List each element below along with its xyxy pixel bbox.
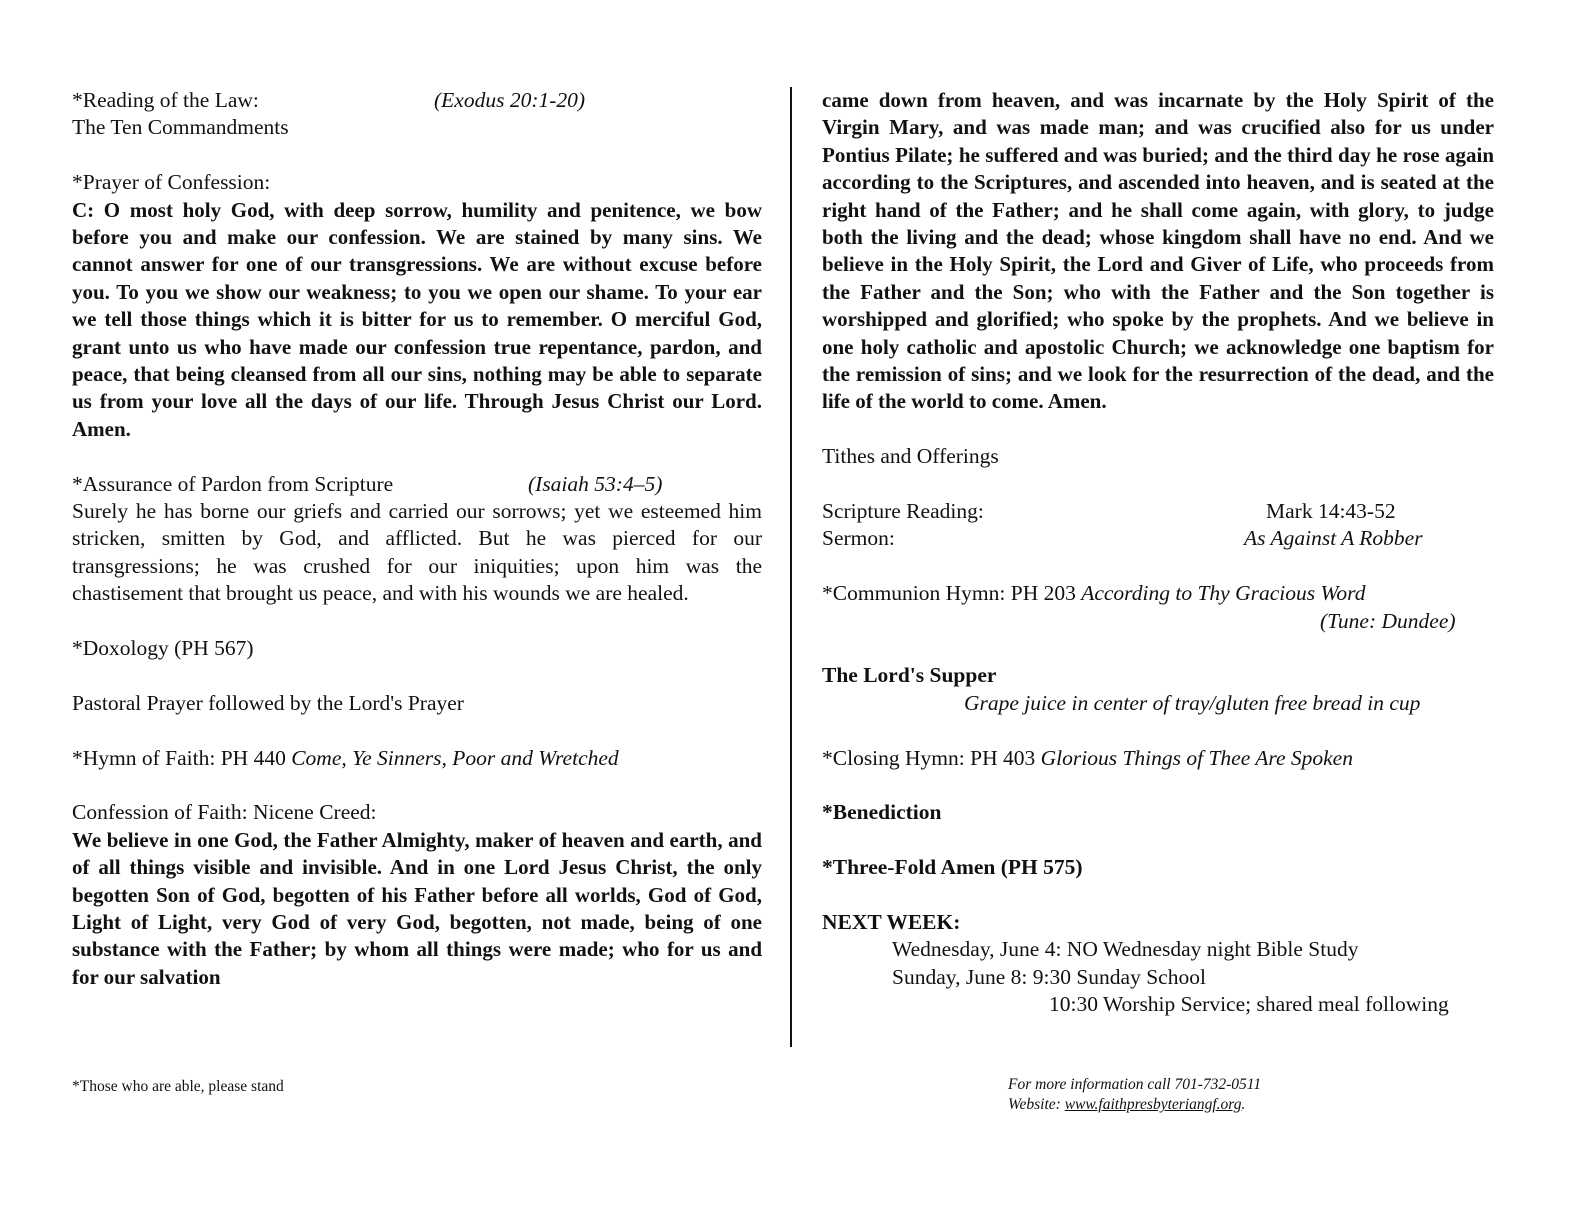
law-heading-row (72, 87, 762, 114)
next-week-heading: NEXT WEEK: (822, 910, 961, 935)
assurance-heading-row (72, 471, 762, 498)
hymn-of-faith (72, 745, 762, 772)
closing-hymn-title: Glorious Things of Thee Are Spoken (1040, 745, 1353, 770)
website-label: Website: (1008, 1096, 1065, 1113)
column-divider (790, 87, 792, 1047)
benediction: *Benediction (822, 800, 942, 825)
law-reference: (Exodus 20:1-20) (434, 88, 586, 112)
assurance-heading: *Assurance of Pardon from Scripture (72, 471, 394, 496)
standing-footnote: *Those who are able, please stand (72, 1078, 284, 1095)
doxology: *Doxology (PH 567) (72, 636, 254, 661)
assurance-reference: (Isaiah 53:4–5) (528, 471, 663, 496)
law-subtitle: The Ten Commandments (72, 115, 289, 140)
lords-supper-note: Grape juice in center of tray/gluten free bread in cup (964, 690, 1421, 715)
communion-hymn (822, 580, 1522, 607)
scripture-reference: Mark 14:43-52 (1266, 499, 1396, 524)
website-link[interactable]: www.faithpresbyteriangf.org (1064, 1096, 1242, 1113)
creed-text-part-2: came down from heaven, and was incarnate by the Holy Spirit of the Virgin Mary, and was made man; and was crucified also for us under Pontius Pilate; he suffered and was buried; and the third day he rose again according to the Scriptures, and ascended into heaven, and is seated at the right hand of the Father; and he shall come again, with glory, to judge both the living and the dead; whose kingdom shall have no end. And we believe in the Holy Spirit, the Lord and Giver of Life, who proceeds from the Father and the Son; who with the Father and the Son together is worshipped and glorified; who spoke by the prophets. And we believe in one holy catholic and apostolic Church; we acknowledge one baptism for the remission of sins; and we look for the resurrection of the dead, and the life of the world to come. Amen. (822, 88, 1494, 414)
sermon-label: Sermon: (822, 526, 895, 551)
assurance-text: Surely he has borne our griefs and carried our sorrows; yet we esteemed him stricken, smitten by God, and afflicted. But he was pierced for our transgressions; he was crushed for our iniquities; upon him was the chastisement that brought us peace, and with his wounds we are healed. (72, 499, 762, 606)
communion-hymn-label: *Communion Hymn: PH 203 (822, 581, 1082, 606)
left-column (72, 87, 762, 991)
communion-hymn-title: According to Thy Gracious Word (1081, 581, 1366, 606)
communion-tune: (Tune: Dundee) (1320, 608, 1456, 633)
next-week-event-sunday: Sunday, June 8: 9:30 Sunday School (892, 964, 1206, 989)
next-week-event-worship: 10:30 Worship Service; shared meal following (1049, 992, 1449, 1017)
creed-heading: Confession of Faith: Nicene Creed: (72, 800, 377, 825)
right-column (822, 87, 1522, 1019)
lords-supper-heading: The Lord's Supper (822, 663, 997, 688)
sermon-row (822, 525, 1522, 552)
website-line (1008, 1095, 1261, 1115)
sermon-title: As Against A Robber (1244, 526, 1423, 551)
next-week-event-wednesday: Wednesday, June 4: NO Wednesday night Bible Study (892, 937, 1359, 962)
scripture-label: Scripture Reading: (822, 499, 984, 524)
phone-info: For more information call 701-732-0511 (1008, 1076, 1262, 1093)
hymn-of-faith-title: Come, Ye Sinners, Poor and Wretched (291, 745, 619, 770)
communion-tune-row (822, 608, 1522, 635)
law-heading: *Reading of the Law: (72, 88, 259, 112)
scripture-reading-row (822, 498, 1522, 525)
pastoral-prayer: Pastoral Prayer followed by the Lord's Prayer (72, 690, 464, 715)
confession-heading: *Prayer of Confession: (72, 170, 271, 195)
creed-text-part-1: We believe in one God, the Father Almighty, maker of heaven and earth, and of all things visible and invisible. And in one Lord Jesus Christ, the only begotten Son of God, begotten of his Father before all worlds, God of God, Light of Light, very God of very God, begotten, not made, being of one substance with the Father; by whom all things were made; who for us and for our salvation (72, 827, 762, 989)
three-fold-amen: *Three-Fold Amen (PH 575) (822, 855, 1083, 880)
confession-text: C: O most holy God, with deep sorrow, humility and penitence, we bow before you and make our confession. We are stained by many sins. We cannot answer for one of our transgressions. We are without excuse before you. To you we show our weakness; to you we open our shame. To your ear we tell those things which it is bitter for us to remember. O merciful God, grant unto us who have made our confession true repentance, pardon, and peace, that being cleansed from all our sins, nothing may be able to separate us from your love all the days of our life. Through Jesus Christ our Lord. Amen. (72, 197, 762, 441)
closing-hymn (822, 745, 1522, 772)
contact-info (1008, 1075, 1261, 1115)
closing-hymn-label: *Closing Hymn: PH 403 (822, 745, 1041, 770)
hymn-of-faith-label: *Hymn of Faith: PH 440 (72, 745, 292, 770)
tithes-and-offerings: Tithes and Offerings (822, 444, 999, 469)
website-end: . (1241, 1096, 1246, 1113)
